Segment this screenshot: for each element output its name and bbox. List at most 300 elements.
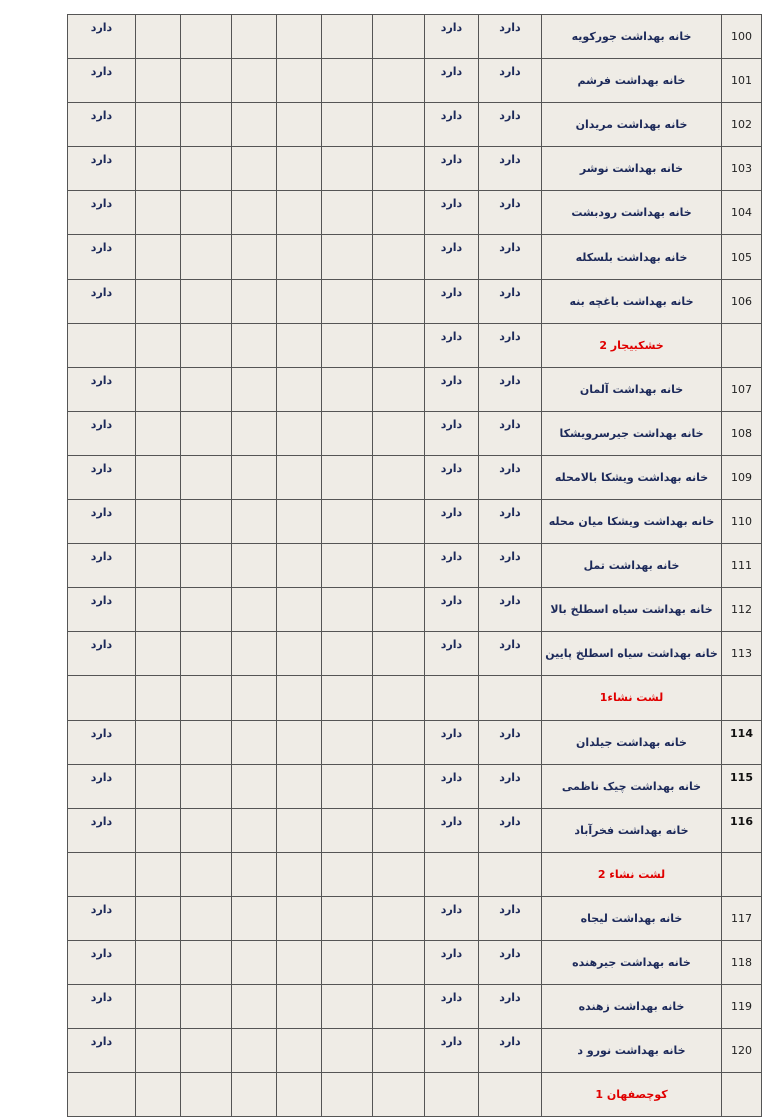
- table-row: [68, 544, 762, 588]
- empty-cell: [277, 588, 322, 632]
- row-number: 111: [722, 544, 762, 588]
- row-number: 114: [722, 720, 762, 764]
- empty-cell: [232, 588, 277, 632]
- status-cell: [425, 852, 479, 896]
- status-cell: دارد: [479, 59, 542, 103]
- empty-cell: [136, 411, 181, 455]
- empty-cell: [136, 279, 181, 323]
- health-house-name: خانه بهداشت سیاه اسطلخ پایین: [542, 632, 722, 676]
- section-title: خشکبیجار 2: [542, 323, 722, 367]
- empty-cell: [136, 103, 181, 147]
- status-cell: دارد: [479, 1029, 542, 1073]
- status-cell: دارد: [425, 896, 479, 940]
- empty-cell: [232, 632, 277, 676]
- row-number: 106: [722, 279, 762, 323]
- status-cell: دارد: [425, 235, 479, 279]
- empty-cell: [373, 103, 425, 147]
- status-cell: دارد: [425, 544, 479, 588]
- status-cell: دارد: [479, 147, 542, 191]
- empty-cell: [322, 544, 373, 588]
- empty-cell: [373, 1029, 425, 1073]
- table-row: [68, 896, 762, 940]
- empty-cell: [136, 1073, 181, 1117]
- status-cell: [68, 676, 136, 720]
- empty-cell: [232, 1029, 277, 1073]
- empty-cell: [181, 985, 232, 1029]
- empty-cell: [232, 191, 277, 235]
- table-row: [68, 720, 762, 764]
- empty-cell: [136, 15, 181, 59]
- status-cell: [68, 1073, 136, 1117]
- empty-cell: [136, 764, 181, 808]
- row-number: 104: [722, 191, 762, 235]
- health-house-name: خانه بهداشت باغچه بنه: [542, 279, 722, 323]
- empty-cell: [322, 147, 373, 191]
- health-house-name: خانه بهداشت ویشکا میان محله: [542, 500, 722, 544]
- status-cell: دارد: [68, 1029, 136, 1073]
- empty-cell: [136, 500, 181, 544]
- table-row: [68, 103, 762, 147]
- empty-cell: [322, 808, 373, 852]
- health-house-name: خانه بهداشت لیجاه: [542, 896, 722, 940]
- status-cell: دارد: [425, 764, 479, 808]
- status-cell: [68, 852, 136, 896]
- empty-cell: [277, 720, 322, 764]
- empty-cell: [322, 103, 373, 147]
- status-cell: دارد: [425, 59, 479, 103]
- empty-cell: [232, 59, 277, 103]
- empty-cell: [322, 852, 373, 896]
- empty-cell: [181, 632, 232, 676]
- empty-cell: [373, 588, 425, 632]
- empty-cell: [232, 896, 277, 940]
- row-number: 116: [722, 808, 762, 852]
- section-header-row: [68, 323, 762, 367]
- empty-cell: [322, 632, 373, 676]
- empty-cell: [136, 808, 181, 852]
- empty-cell: [136, 323, 181, 367]
- status-cell: دارد: [479, 411, 542, 455]
- status-cell: دارد: [479, 720, 542, 764]
- status-cell: دارد: [479, 588, 542, 632]
- status-cell: دارد: [425, 720, 479, 764]
- empty-cell: [136, 367, 181, 411]
- empty-cell: [181, 808, 232, 852]
- status-cell: دارد: [425, 323, 479, 367]
- status-cell: دارد: [425, 985, 479, 1029]
- table-row: [68, 1029, 762, 1073]
- status-cell: دارد: [425, 1029, 479, 1073]
- empty-cell: [181, 940, 232, 984]
- health-house-name: خانه بهداشت نوشر: [542, 147, 722, 191]
- empty-cell: [373, 147, 425, 191]
- empty-cell: [232, 500, 277, 544]
- health-house-name: خانه بهداشت نورو د: [542, 1029, 722, 1073]
- empty-cell: [277, 279, 322, 323]
- empty-cell: [136, 676, 181, 720]
- row-number: [722, 323, 762, 367]
- section-header-row: [68, 1073, 762, 1117]
- empty-cell: [181, 544, 232, 588]
- status-cell: دارد: [425, 632, 479, 676]
- health-houses-table: [67, 14, 762, 1117]
- status-cell: دارد: [479, 455, 542, 499]
- empty-cell: [232, 103, 277, 147]
- empty-cell: [277, 940, 322, 984]
- row-number: 103: [722, 147, 762, 191]
- empty-cell: [181, 59, 232, 103]
- status-cell: دارد: [425, 279, 479, 323]
- status-cell: دارد: [479, 808, 542, 852]
- row-number: 115: [722, 764, 762, 808]
- status-cell: دارد: [479, 279, 542, 323]
- empty-cell: [322, 59, 373, 103]
- empty-cell: [322, 720, 373, 764]
- empty-cell: [136, 896, 181, 940]
- table-row: [68, 367, 762, 411]
- status-cell: [68, 323, 136, 367]
- empty-cell: [277, 367, 322, 411]
- table-row: [68, 500, 762, 544]
- empty-cell: [373, 411, 425, 455]
- empty-cell: [277, 455, 322, 499]
- empty-cell: [277, 191, 322, 235]
- empty-cell: [277, 59, 322, 103]
- health-house-name: خانه بهداشت جیرهنده: [542, 940, 722, 984]
- status-cell: دارد: [425, 500, 479, 544]
- empty-cell: [232, 1073, 277, 1117]
- empty-cell: [181, 279, 232, 323]
- table-row: [68, 59, 762, 103]
- status-cell: دارد: [479, 544, 542, 588]
- table-row: [68, 235, 762, 279]
- section-title: لشت نشاء 2: [542, 852, 722, 896]
- empty-cell: [277, 985, 322, 1029]
- empty-cell: [373, 15, 425, 59]
- status-cell: دارد: [68, 588, 136, 632]
- section-title: لشت نشاء1: [542, 676, 722, 720]
- status-cell: دارد: [479, 323, 542, 367]
- section-header-row: [68, 852, 762, 896]
- status-cell: [425, 1073, 479, 1117]
- row-number: 100: [722, 15, 762, 59]
- status-cell: دارد: [68, 367, 136, 411]
- empty-cell: [373, 1073, 425, 1117]
- empty-cell: [373, 852, 425, 896]
- empty-cell: [136, 1029, 181, 1073]
- empty-cell: [373, 632, 425, 676]
- empty-cell: [136, 191, 181, 235]
- empty-cell: [232, 544, 277, 588]
- empty-cell: [322, 367, 373, 411]
- empty-cell: [232, 15, 277, 59]
- empty-cell: [181, 15, 232, 59]
- empty-cell: [277, 411, 322, 455]
- status-cell: دارد: [425, 411, 479, 455]
- empty-cell: [232, 147, 277, 191]
- health-house-name: خانه بهداشت رودبشت: [542, 191, 722, 235]
- row-number: 117: [722, 896, 762, 940]
- empty-cell: [181, 896, 232, 940]
- empty-cell: [373, 323, 425, 367]
- row-number: [722, 676, 762, 720]
- status-cell: دارد: [68, 720, 136, 764]
- health-house-name: خانه بهداشت بلسکله: [542, 235, 722, 279]
- empty-cell: [136, 720, 181, 764]
- health-house-name: خانه بهداشت مریدان: [542, 103, 722, 147]
- empty-cell: [232, 367, 277, 411]
- empty-cell: [322, 279, 373, 323]
- empty-cell: [322, 940, 373, 984]
- section-header-row: [68, 676, 762, 720]
- empty-cell: [322, 588, 373, 632]
- status-cell: دارد: [68, 808, 136, 852]
- status-cell: [479, 852, 542, 896]
- empty-cell: [181, 323, 232, 367]
- empty-cell: [136, 940, 181, 984]
- empty-cell: [322, 896, 373, 940]
- status-cell: دارد: [425, 940, 479, 984]
- status-cell: دارد: [479, 367, 542, 411]
- empty-cell: [373, 367, 425, 411]
- row-number: 113: [722, 632, 762, 676]
- empty-cell: [136, 235, 181, 279]
- table-row: [68, 455, 762, 499]
- empty-cell: [322, 411, 373, 455]
- empty-cell: [181, 191, 232, 235]
- status-cell: دارد: [68, 544, 136, 588]
- empty-cell: [181, 103, 232, 147]
- table-row: [68, 15, 762, 59]
- status-cell: دارد: [479, 500, 542, 544]
- status-cell: دارد: [68, 235, 136, 279]
- empty-cell: [181, 367, 232, 411]
- empty-cell: [277, 147, 322, 191]
- empty-cell: [277, 852, 322, 896]
- row-number: 112: [722, 588, 762, 632]
- empty-cell: [373, 720, 425, 764]
- health-house-name: خانه بهداشت آلمان: [542, 367, 722, 411]
- empty-cell: [232, 720, 277, 764]
- empty-cell: [232, 940, 277, 984]
- empty-cell: [277, 544, 322, 588]
- empty-cell: [373, 279, 425, 323]
- empty-cell: [277, 808, 322, 852]
- table-row: [68, 632, 762, 676]
- empty-cell: [373, 500, 425, 544]
- empty-cell: [232, 676, 277, 720]
- empty-cell: [322, 764, 373, 808]
- health-house-name: خانه بهداشت سیاه اسطلخ بالا: [542, 588, 722, 632]
- status-cell: دارد: [68, 940, 136, 984]
- status-cell: دارد: [425, 455, 479, 499]
- empty-cell: [136, 455, 181, 499]
- empty-cell: [322, 500, 373, 544]
- status-cell: دارد: [479, 235, 542, 279]
- empty-cell: [322, 235, 373, 279]
- health-house-name: خانه بهداشت ویشکا بالامحله: [542, 455, 722, 499]
- empty-cell: [181, 852, 232, 896]
- empty-cell: [322, 191, 373, 235]
- empty-cell: [181, 1073, 232, 1117]
- status-cell: دارد: [425, 147, 479, 191]
- empty-cell: [373, 235, 425, 279]
- row-number: 108: [722, 411, 762, 455]
- empty-cell: [277, 676, 322, 720]
- row-number: [722, 852, 762, 896]
- empty-cell: [232, 852, 277, 896]
- empty-cell: [181, 720, 232, 764]
- table-row: [68, 808, 762, 852]
- status-cell: دارد: [425, 15, 479, 59]
- status-cell: دارد: [68, 411, 136, 455]
- health-house-name: خانه بهداشت جیرسرویشکا: [542, 411, 722, 455]
- status-cell: دارد: [479, 191, 542, 235]
- row-number: [722, 1073, 762, 1117]
- empty-cell: [277, 1073, 322, 1117]
- status-cell: دارد: [479, 896, 542, 940]
- status-cell: دارد: [68, 147, 136, 191]
- empty-cell: [277, 323, 322, 367]
- row-number: 110: [722, 500, 762, 544]
- empty-cell: [136, 852, 181, 896]
- table-body: [68, 15, 762, 1117]
- status-cell: دارد: [479, 985, 542, 1029]
- empty-cell: [277, 1029, 322, 1073]
- status-cell: دارد: [68, 500, 136, 544]
- row-number: 107: [722, 367, 762, 411]
- status-cell: دارد: [425, 808, 479, 852]
- empty-cell: [322, 1029, 373, 1073]
- status-cell: دارد: [68, 764, 136, 808]
- row-number: 105: [722, 235, 762, 279]
- table-row: [68, 279, 762, 323]
- table-row: [68, 985, 762, 1029]
- empty-cell: [373, 985, 425, 1029]
- status-cell: دارد: [479, 764, 542, 808]
- row-number: 109: [722, 455, 762, 499]
- empty-cell: [232, 323, 277, 367]
- empty-cell: [232, 985, 277, 1029]
- empty-cell: [181, 411, 232, 455]
- empty-cell: [136, 147, 181, 191]
- empty-cell: [181, 1029, 232, 1073]
- table-row: [68, 191, 762, 235]
- health-house-name: خانه بهداشت تمل: [542, 544, 722, 588]
- status-cell: دارد: [425, 367, 479, 411]
- status-cell: دارد: [68, 15, 136, 59]
- empty-cell: [322, 1073, 373, 1117]
- status-cell: دارد: [479, 632, 542, 676]
- empty-cell: [181, 764, 232, 808]
- status-cell: [425, 676, 479, 720]
- status-cell: دارد: [425, 191, 479, 235]
- empty-cell: [277, 632, 322, 676]
- empty-cell: [181, 500, 232, 544]
- empty-cell: [181, 235, 232, 279]
- empty-cell: [277, 235, 322, 279]
- empty-cell: [232, 279, 277, 323]
- status-cell: [479, 676, 542, 720]
- table-row: [68, 147, 762, 191]
- empty-cell: [181, 147, 232, 191]
- health-house-name: خانه بهداشت زهنده: [542, 985, 722, 1029]
- empty-cell: [322, 676, 373, 720]
- empty-cell: [373, 808, 425, 852]
- row-number: 118: [722, 940, 762, 984]
- empty-cell: [322, 323, 373, 367]
- status-cell: دارد: [68, 59, 136, 103]
- status-cell: دارد: [425, 588, 479, 632]
- row-number: 119: [722, 985, 762, 1029]
- empty-cell: [136, 985, 181, 1029]
- empty-cell: [181, 455, 232, 499]
- status-cell: دارد: [68, 103, 136, 147]
- status-cell: دارد: [68, 985, 136, 1029]
- empty-cell: [373, 764, 425, 808]
- empty-cell: [181, 676, 232, 720]
- empty-cell: [136, 59, 181, 103]
- empty-cell: [322, 15, 373, 59]
- empty-cell: [277, 764, 322, 808]
- empty-cell: [322, 985, 373, 1029]
- table-row: [68, 588, 762, 632]
- health-house-name: خانه بهداشت چیک ناظمی: [542, 764, 722, 808]
- health-house-name: خانه بهداشت فرشم: [542, 59, 722, 103]
- empty-cell: [373, 676, 425, 720]
- empty-cell: [277, 15, 322, 59]
- status-cell: دارد: [479, 103, 542, 147]
- empty-cell: [277, 500, 322, 544]
- status-cell: دارد: [68, 279, 136, 323]
- status-cell: دارد: [68, 896, 136, 940]
- empty-cell: [373, 455, 425, 499]
- health-house-name: خانه بهداشت جورکویه: [542, 15, 722, 59]
- health-house-name: خانه بهداشت جیلدان: [542, 720, 722, 764]
- empty-cell: [373, 59, 425, 103]
- status-cell: دارد: [479, 15, 542, 59]
- empty-cell: [232, 455, 277, 499]
- section-title: کوچصفهان 1: [542, 1073, 722, 1117]
- status-cell: [479, 1073, 542, 1117]
- table-row: [68, 764, 762, 808]
- empty-cell: [136, 588, 181, 632]
- empty-cell: [232, 235, 277, 279]
- empty-cell: [277, 103, 322, 147]
- status-cell: دارد: [68, 191, 136, 235]
- table-row: [68, 940, 762, 984]
- empty-cell: [322, 455, 373, 499]
- status-cell: دارد: [425, 103, 479, 147]
- empty-cell: [232, 764, 277, 808]
- table-row: [68, 411, 762, 455]
- row-number: 102: [722, 103, 762, 147]
- empty-cell: [136, 544, 181, 588]
- empty-cell: [232, 411, 277, 455]
- empty-cell: [277, 896, 322, 940]
- empty-cell: [373, 940, 425, 984]
- empty-cell: [373, 896, 425, 940]
- status-cell: دارد: [68, 632, 136, 676]
- empty-cell: [181, 588, 232, 632]
- empty-cell: [373, 544, 425, 588]
- status-cell: دارد: [479, 940, 542, 984]
- status-cell: دارد: [68, 455, 136, 499]
- empty-cell: [373, 191, 425, 235]
- empty-cell: [232, 808, 277, 852]
- row-number: 101: [722, 59, 762, 103]
- empty-cell: [136, 632, 181, 676]
